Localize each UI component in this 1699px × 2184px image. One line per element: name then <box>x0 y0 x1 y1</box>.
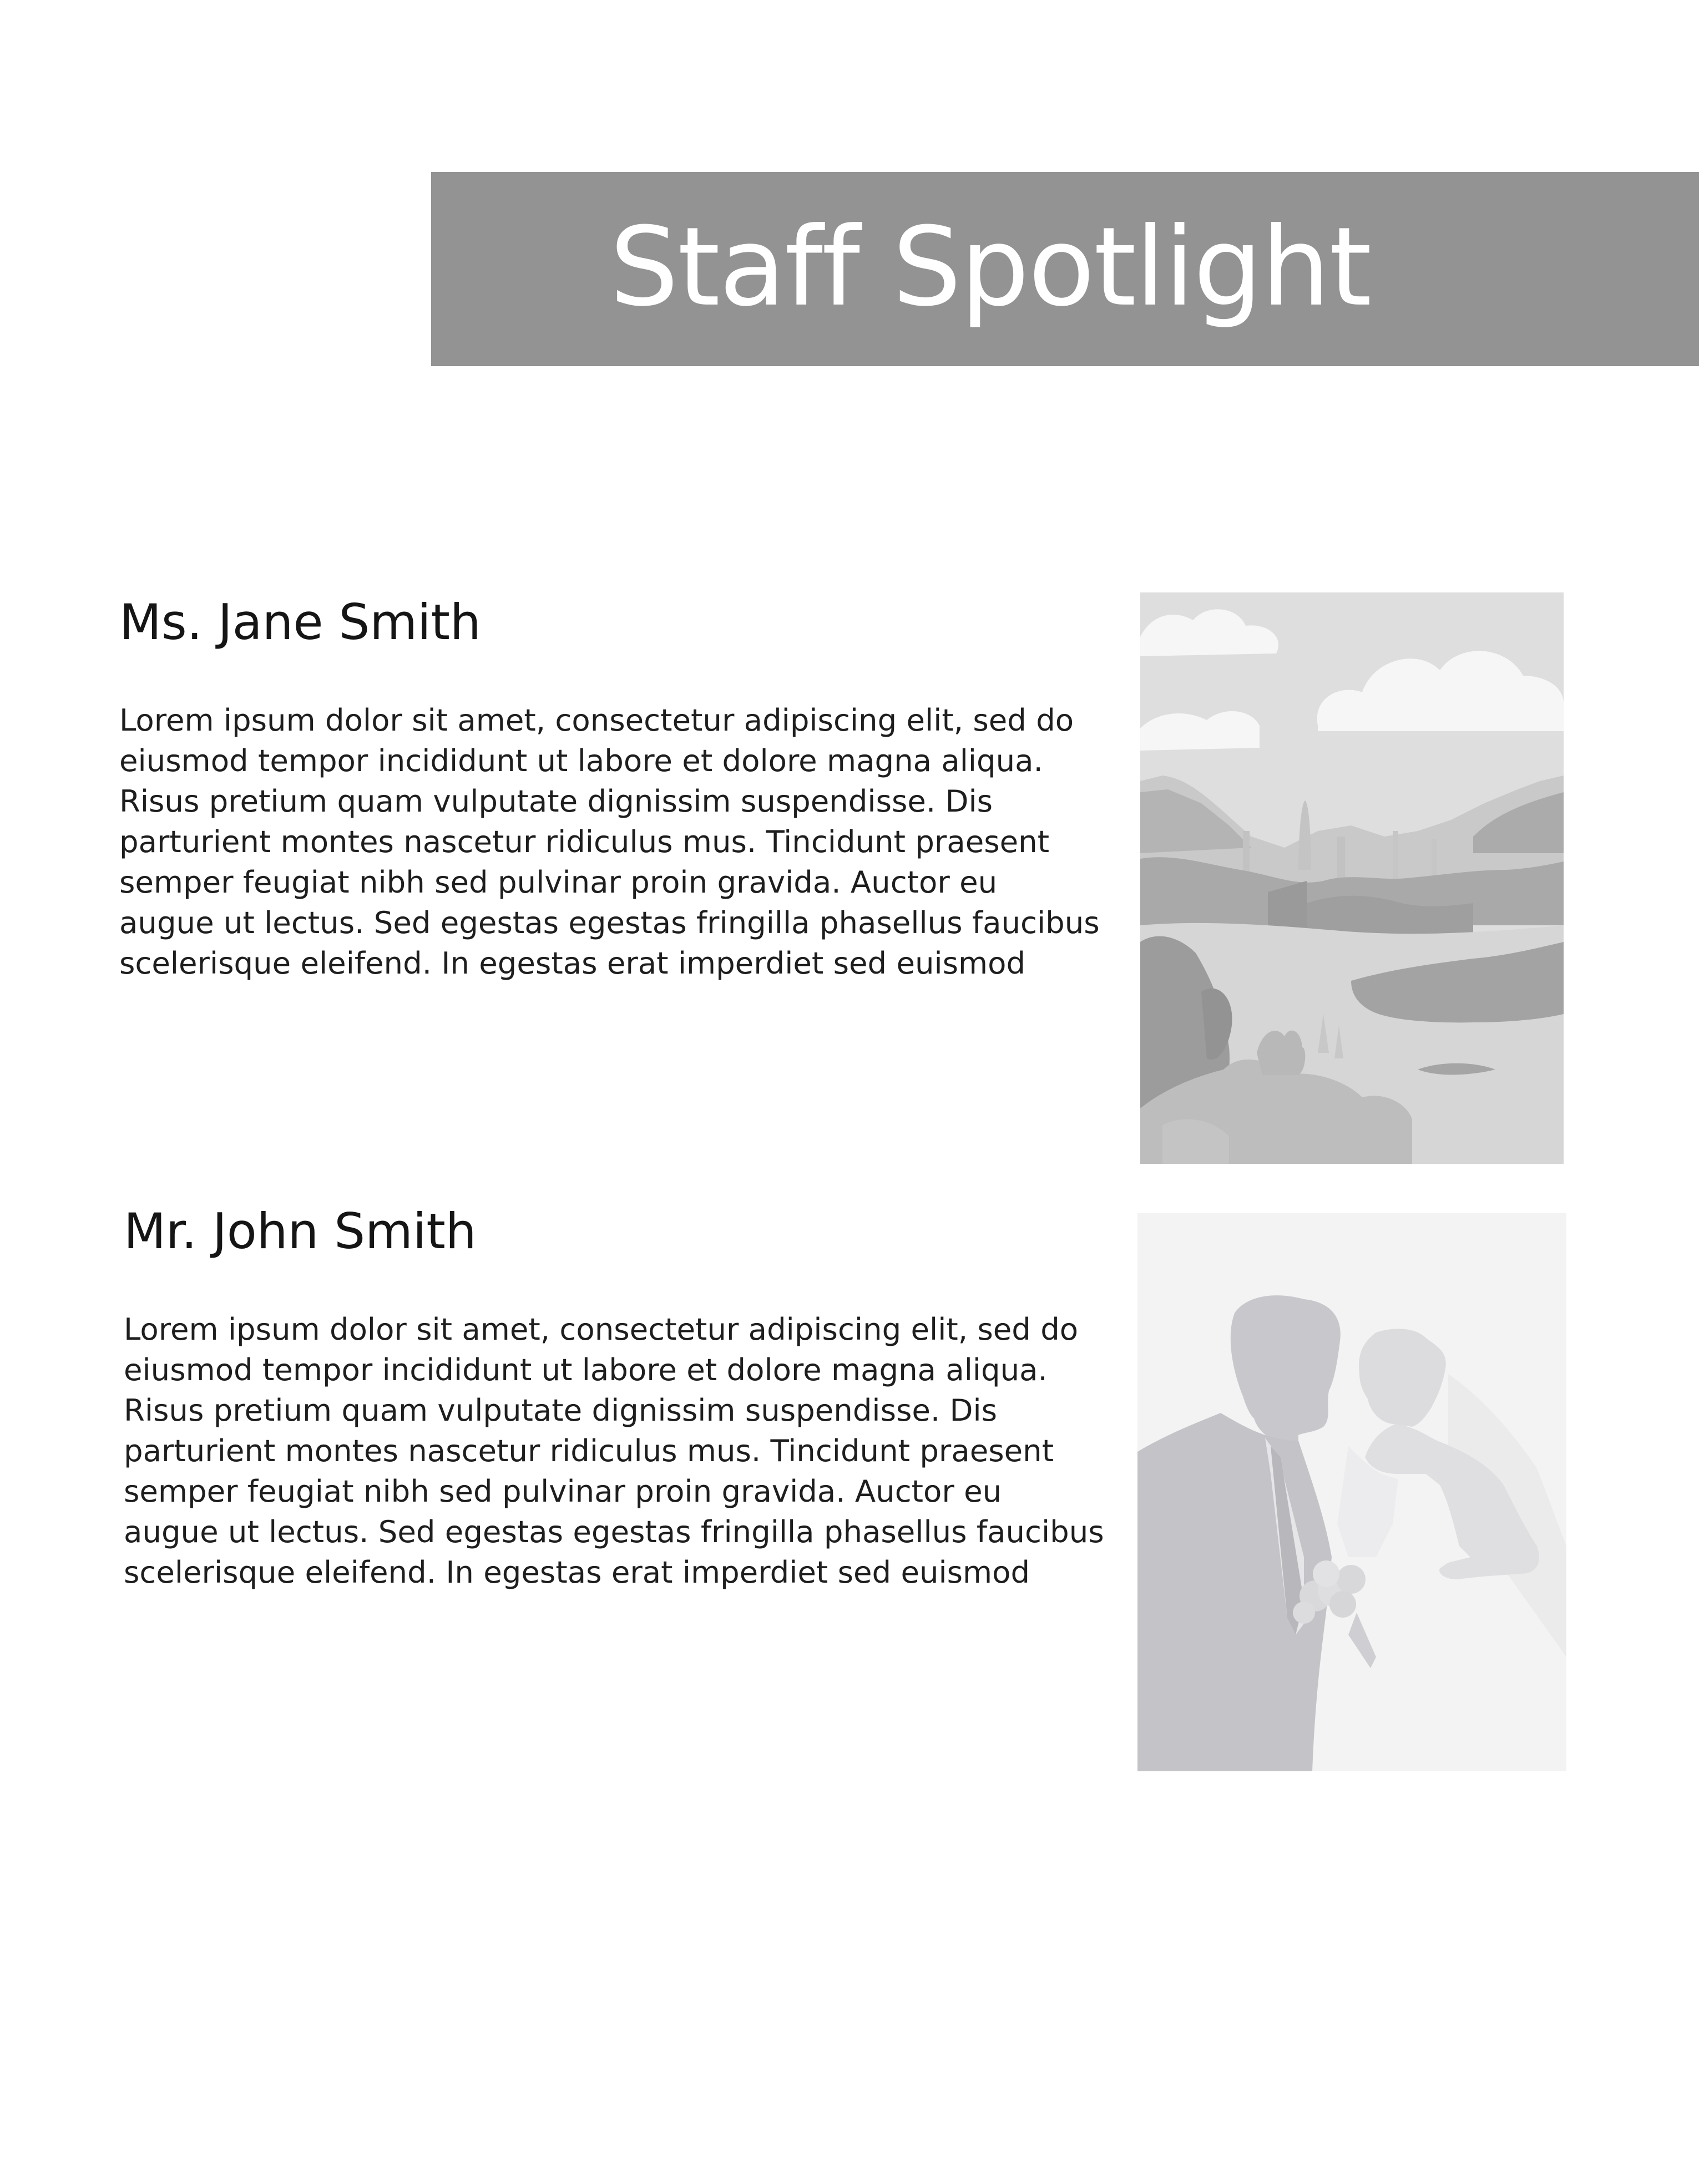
bio-line: Risus pretium quam vulputate dignissim suspendisse. Dis <box>124 1392 998 1428</box>
profile-name: Mr. John Smith <box>124 1203 477 1260</box>
bio-line: eiusmod tempor incididunt ut labore et dolore magna aliqua. <box>119 743 1043 778</box>
bio-line: parturient montes nascetur ridiculus mus. Tincidunt praesent <box>124 1433 1054 1468</box>
bio-line: scelerisque eleifend. In egestas erat imperdiet sed euismod <box>124 1554 1030 1590</box>
bio-line: Lorem ipsum dolor sit amet, consectetur adipiscing elit, sed do <box>124 1311 1079 1347</box>
profile-name: Ms. Jane Smith <box>119 594 481 651</box>
bio-line: semper feugiat nibh sed pulvinar proin gravida. Auctor eu <box>124 1473 1002 1509</box>
profile-bio <box>124 1309 1156 1593</box>
bio-line: eiusmod tempor incididunt ut labore et dolore magna aliqua. <box>124 1352 1048 1387</box>
bio-line: augue ut lectus. Sed egestas egestas fringilla phasellus faucibus <box>119 905 1100 940</box>
bio-line: Risus pretium quam vulputate dignissim suspendisse. Dis <box>119 783 993 819</box>
page-title: Staff Spotlight <box>609 204 1371 331</box>
couple-silhouette-icon <box>1137 1213 1566 1771</box>
bio-line: scelerisque eleifend. In egestas erat imperdiet sed euismod <box>119 945 1026 981</box>
bio-line: parturient montes nascetur ridiculus mus. Tincidunt praesent <box>119 824 1050 859</box>
profile-bio <box>119 700 1151 984</box>
bio-line: semper feugiat nibh sed pulvinar proin gravida. Auctor eu <box>119 864 998 900</box>
bio-line: augue ut lectus. Sed egestas egestas fringilla phasellus faucibus <box>124 1514 1104 1549</box>
bio-line: Lorem ipsum dolor sit amet, consectetur adipiscing elit, sed do <box>119 702 1074 738</box>
header-banner <box>431 172 1699 366</box>
landscape-illustration-icon <box>1140 592 1564 1164</box>
